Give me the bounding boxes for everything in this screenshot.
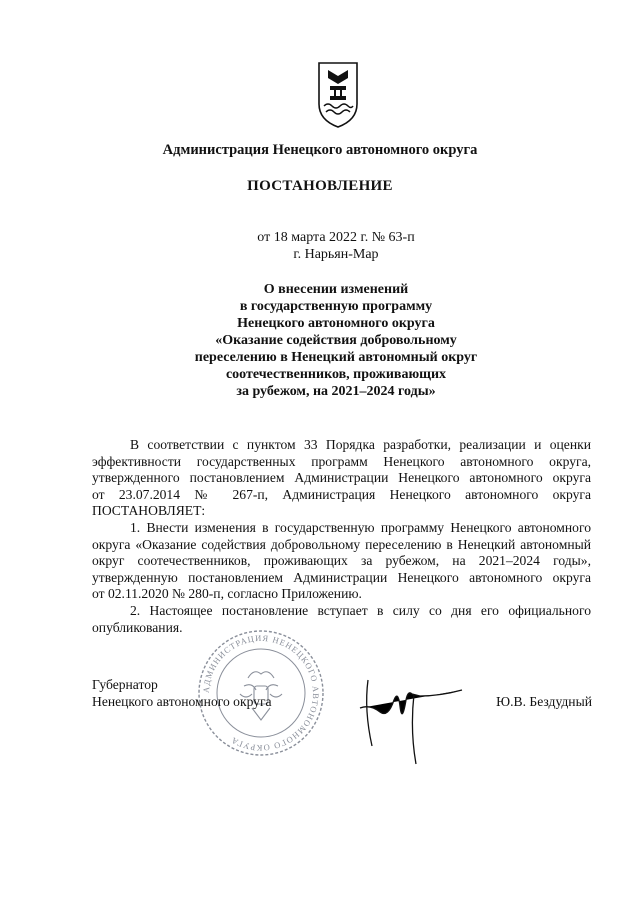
subject-line: Ненецкого автономного округа [237,316,435,331]
subject-line: переселению в Ненецкий автономный округ [194,350,478,365]
body-line: 1. Внести изменения в государственную программу Ненецкого автономного [130,519,591,535]
signatory-organization: Ненецкого автономного округа [92,693,272,709]
subject-line: соотечественников, проживающих [225,367,447,382]
body-line: от 02.11.2020 № 280-п, согласно Приложению. [92,586,362,602]
body-line: округ соотечественников, проживающих за рубежом, на 2021–2024 годы», [92,553,591,569]
subject-line: «Оказание содействия добровольному [215,333,457,348]
body-line: утвержденную постановлением Администрации Ненецкого автономного округа [92,569,591,585]
document-type: ПОСТАНОВЛЕНИЕ [247,178,393,194]
body-line: 2. Настоящее постановление вступает в силу со дня его официального [130,602,591,618]
subject-line: за рубежом, на 2021–2024 годы» [236,384,436,399]
body-line: от 23.07.2014 № 267-п, Администрация Ненецкого автономного округа [92,486,591,502]
body-line: округа «Оказание содействия добровольному переселению в Ненецкий автономный [92,536,591,552]
body-line: эффективности государственных программ Ненецкого автономного округа, [92,453,591,469]
document-date-number: от 18 марта 2022 г. № 63-п [257,230,415,245]
signatory-position [92,677,272,710]
body-line: опубликования. [92,619,183,635]
organization-title: Администрация Ненецкого автономного округа [162,142,478,158]
handwritten-signature-icon [350,660,480,770]
seal-text: АДМИНИСТРАЦИЯ НЕНЕЦКОГО АВТОНОМНОГО ОКРУГА [200,632,322,754]
subject-line: О внесении изменений [263,282,409,297]
document-subject [16,281,640,400]
body-line: утвержденного постановлением Администрации Ненецкого автономного округа [92,470,591,486]
document-body [92,437,591,636]
document-city: г. Нарьян-Мар [293,247,379,262]
subject-line: в государственную программу [239,299,433,314]
body-line: В соответствии с пунктом 33 Порядка разработки, реализации и оценки [130,437,591,452]
signatory-title: Губернатор [92,677,158,692]
coat-of-arms-icon [316,60,360,130]
body-line: ПОСТАНОВЛЯЕТ: [92,503,206,519]
signatory-name: Ю.В. Бездудный [496,694,592,709]
